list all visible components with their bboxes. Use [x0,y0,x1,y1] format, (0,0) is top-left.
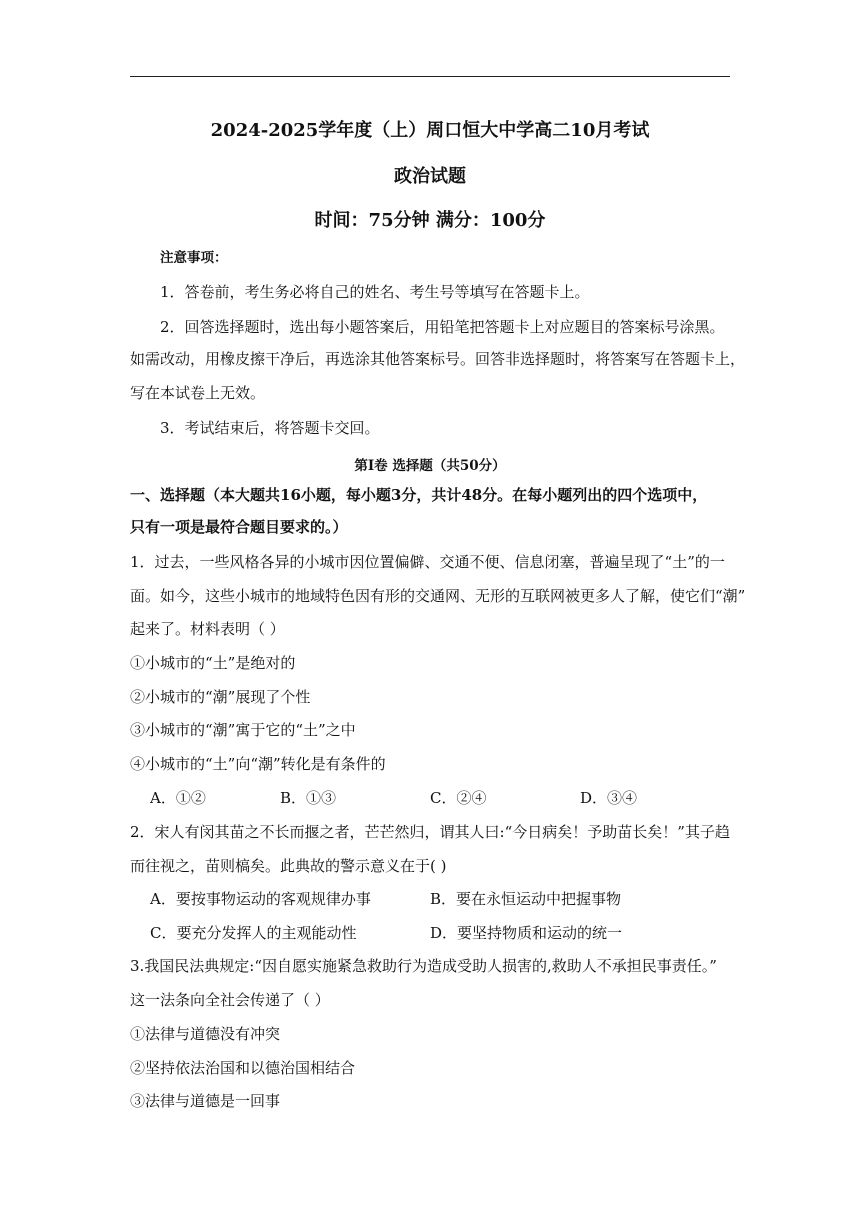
q2-option-b: B．要在永恒运动中把握事物 [430,890,622,908]
q1-option-b: B．①③ [280,789,337,807]
exam-title: 2024-2025学年度（上）周口恒大中学高二10月考试 [210,120,650,141]
q2-stem: 而往视之，苗则槁矣。此典故的警示意义在于( ) [130,857,447,875]
notice-line: 2．回答选择题时，选出每小题答案后，用铅笔把答题卡上对应题目的答案标号涂黑。 [160,318,725,336]
q3-stem: 这一法条向全社会传递了（ ） [130,991,330,1009]
q1-option-a: A．①② [150,789,206,807]
q1-stem: 起来了。材料表明（ ） [130,620,285,638]
q2-option-d: D．要坚持物质和运动的统一 [430,924,623,942]
q3-item: ①法律与道德没有冲突 [130,1025,281,1043]
notice-line: 1．答卷前，考生务必将自己的姓名、考生号等填写在答题卡上。 [160,283,590,301]
q1-option-d: D．③④ [580,789,638,807]
exam-subject: 政治试题 [394,166,466,187]
q3-item: ②坚持依法治国和以德治国相结合 [130,1059,356,1077]
notice-heading: 注意事项： [160,250,228,266]
exam-meta: 时间：75分钟 满分：100分 [314,210,546,231]
q2-option-c: C．要充分发挥人的主观能动性 [150,924,357,942]
q1-item: ③小城市的“潮”寓于它的“土”之中 [130,721,356,739]
notice-line: 如需改动，用橡皮擦干净后，再选涂其他答案标号。回答非选择题时，将答案写在答题卡上， [130,350,746,368]
q2-stem: 2．宋人有闵其苗之不长而揠之者，芒芒然归，谓其人曰:“今日病矣！予助苗长矣！”其子趋 [130,823,730,841]
q2-option-a: A．要按事物运动的客观规律办事 [150,890,371,908]
q1-item: ④小城市的“土”向“潮”转化是有条件的 [130,755,386,773]
q3-item: ③法律与道德是一回事 [130,1092,281,1110]
section-instructions: 一、选择题（本大题共16小题，每小题3分，共计48分。在每小题列出的四个选项中， [130,486,708,504]
top-rule [130,76,730,77]
q1-stem: 面。如今，这些小城市的地域特色因有形的交通网、无形的互联网被更多人了解，使它们“潮” [130,587,746,605]
q3-stem: 3.我国民法典规定:“因自愿实施紧急救助行为造成受助人损害的,救助人不承担民事责任。” [130,957,717,975]
section-instructions: 只有一项是最符合题目要求的。） [130,518,348,536]
part1-heading: 第Ⅰ卷 选择题（共50分） [354,458,506,474]
q1-stem: 1．过去，一些风格各异的小城市因位置偏僻、交通不便、信息闭塞，普遍呈现了“土”的一 [130,553,725,571]
q1-item: ②小城市的“潮”展现了个性 [130,688,311,706]
notice-line: 3．考试结束后，将答题卡交回。 [160,419,380,437]
q1-item: ①小城市的“土”是绝对的 [130,654,296,672]
q1-option-c: C．②④ [430,789,487,807]
notice-line: 写在本试卷上无效。 [130,384,266,402]
